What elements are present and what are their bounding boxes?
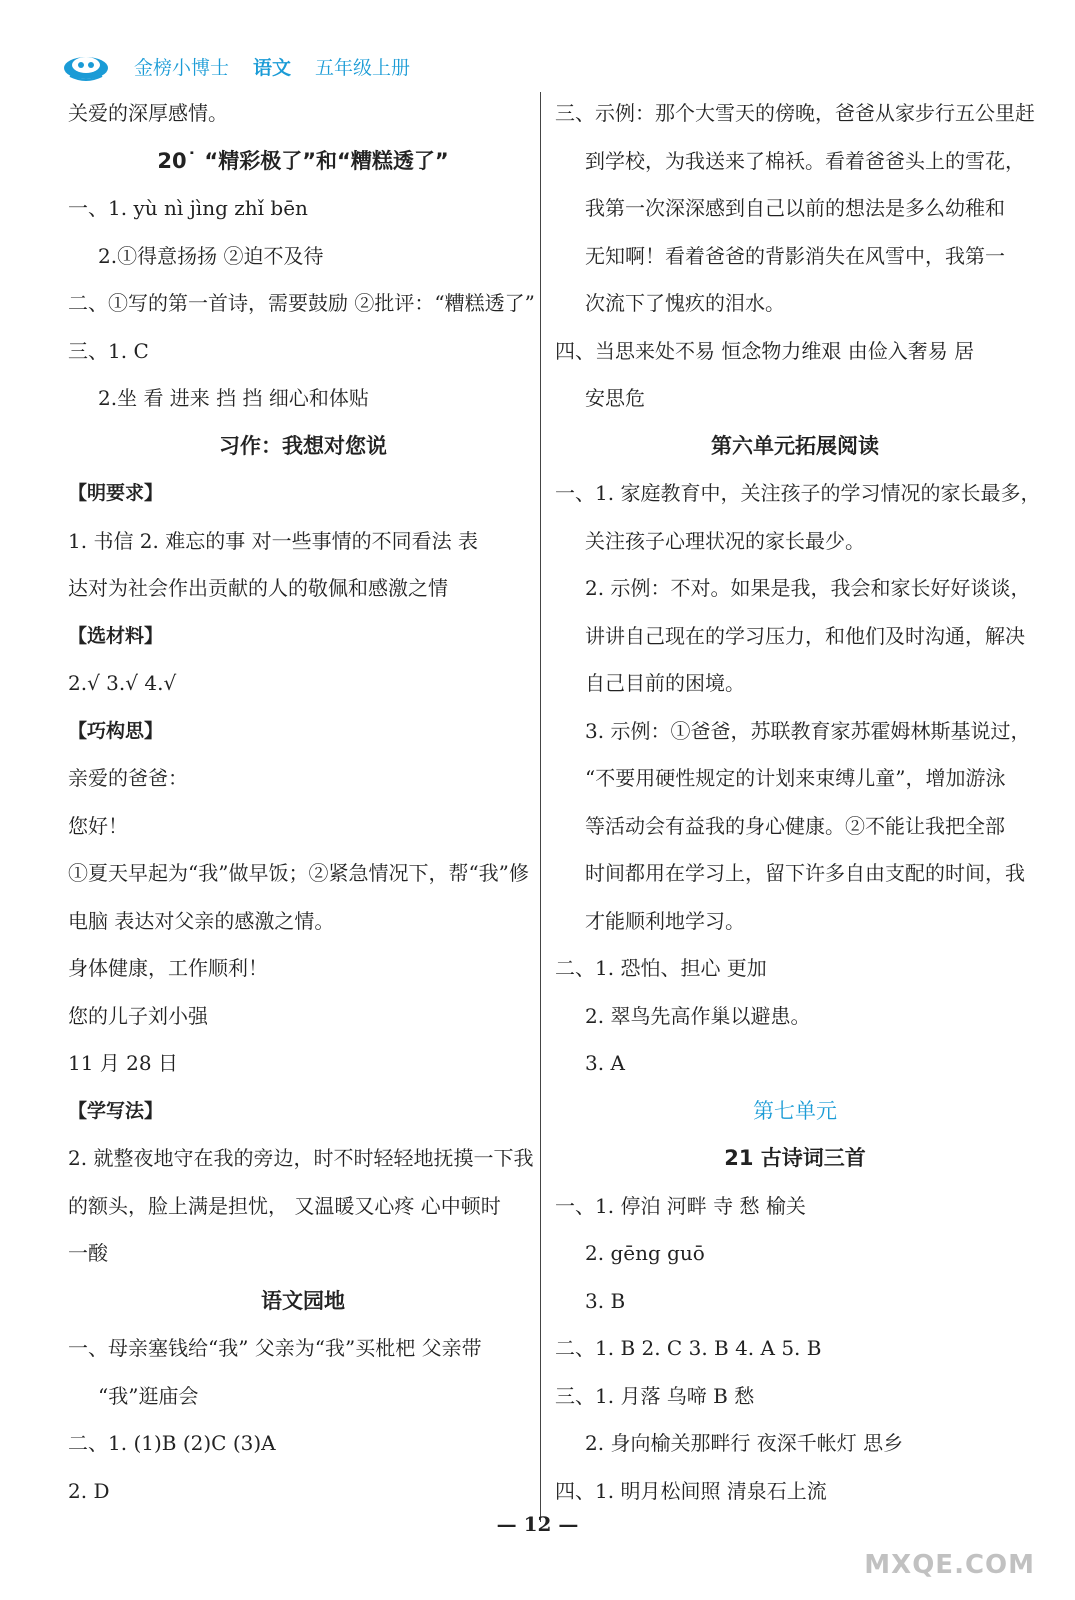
answer-line: 自己目前的困境。	[585, 671, 745, 695]
answer-line: 二、1. (1)B (2)C (3)A	[68, 1431, 276, 1455]
page-number: — 12 —	[496, 1512, 579, 1536]
answer-line: 关爱的深厚感情。	[68, 101, 228, 125]
section-title: 语文园地	[261, 1288, 345, 1313]
section-title: 20˙ “精彩极了”和“糟糕透了”	[157, 148, 449, 173]
answer-line: 2. gēng guō	[585, 1241, 705, 1265]
answer-line: 关注孩子心理状况的家长最少。	[585, 528, 865, 553]
page-header	[60, 48, 434, 84]
answer-line: ①夏天早起为“我”做早饭；②紧急情况下，帮“我”修	[68, 861, 529, 885]
answer-line: 安思危	[585, 386, 645, 410]
answer-line: 2.坐 看 进来 挡 挡 细心和体贴	[98, 386, 369, 410]
subject-name: 语文	[253, 56, 292, 79]
answer-line: 一酸	[68, 1241, 108, 1265]
answer-line: 3. B	[585, 1288, 626, 1313]
answer-line: 四、1. 明月松间照 清泉石上流	[555, 1478, 827, 1503]
answer-line: 身体健康，工作顺利！	[68, 956, 268, 980]
answer-line: 2. 就整夜地守在我的旁边，时不时轻轻地抚摸一下我	[68, 1146, 534, 1170]
section-title: 第六单元拓展阅读	[711, 433, 879, 458]
answer-line: 2. 身向榆关那畔行 夜深千帐灯 思乡	[585, 1431, 904, 1455]
answer-line: 2. 翠鸟先高作巢以避患。	[585, 1003, 811, 1028]
answer-line: 一、1. yù nì jìng zhǐ bēn	[68, 196, 308, 220]
answer-line: 等活动会有益我的身心健康。②不能让我把全部	[585, 813, 1005, 838]
answer-line: 到学校，为我送来了棉袄。看着爸爸头上的雪花，	[585, 148, 1025, 173]
answer-line: 3. 示例：①爸爸，苏联教育家苏霍姆林斯基说过，	[585, 718, 1031, 743]
answer-line: 二、1. B 2. C 3. B 4. A 5. B	[555, 1336, 822, 1360]
answer-line: 2. 示例：不对。如果是我，我会和家长好好谈谈，	[585, 576, 1031, 600]
answer-line: “我”逛庙会	[98, 1383, 199, 1408]
column-divider	[540, 92, 541, 1522]
brand-name: 金榜小博士	[134, 56, 230, 79]
section-title: 21 古诗词三首	[724, 1146, 866, 1170]
answer-line: 三、1. 月落 乌啼 B 愁	[555, 1383, 755, 1408]
section-tag: 【学写法】	[68, 1099, 164, 1122]
answer-line: 三、1. C	[68, 338, 149, 363]
answer-line: 1. 书信 2. 难忘的事 对一些事情的不同看法 表	[68, 528, 478, 553]
answer-line: 电脑 表达对父亲的感激之情。	[68, 908, 335, 933]
grade-label: 五年级上册	[315, 56, 411, 79]
section-tag: 【选材料】	[68, 624, 164, 647]
answer-line: 您好！	[68, 813, 128, 838]
answer-line: 11 月 28 日	[68, 1051, 178, 1075]
answer-line: 3. A	[585, 1051, 625, 1075]
left-column	[68, 90, 538, 1515]
answer-line: 二、①写的第一首诗，需要鼓励 ②批评：“糟糕透了”	[68, 291, 535, 315]
answer-line: 一、母亲塞钱给“我” 父亲为“我”买枇杷 父亲带	[68, 1336, 482, 1360]
answer-line: 一、1. 停泊 河畔 寺 愁 榆关	[555, 1193, 806, 1218]
logo-icon	[60, 50, 112, 82]
answer-line: 2. D	[68, 1478, 110, 1503]
answer-line: “不要用硬性规定的计划来束缚儿童”，增加游泳	[585, 766, 1006, 790]
answer-line: 二、1. 恐怕、担心 更加	[555, 956, 767, 980]
answer-line: 四、当思来处不易 恒念物力维艰 由俭入奢易 居	[555, 338, 975, 363]
answer-line: 无知啊！看着爸爸的背影消失在风雪中，我第一	[585, 243, 1005, 268]
answer-line: 讲讲自己现在的学习压力，和他们及时沟通，解决	[585, 623, 1025, 648]
section-tag: 【巧构思】	[68, 719, 164, 742]
answer-line: 才能顺利地学习。	[585, 908, 745, 933]
section-title: 习作：我想对您说	[219, 433, 387, 458]
answer-line: 亲爱的爸爸：	[68, 766, 188, 790]
answer-line: 达对为社会作出贡献的人的敬佩和感激之情	[68, 576, 448, 600]
answer-line: 我第一次深深感到自己以前的想法是多么幼稚和	[585, 196, 1005, 220]
answer-line: 2.①得意扬扬 ②迫不及待	[98, 243, 324, 268]
answer-line: 的额头，脸上满是担忧， 又温暖又心疼 心中顿时	[68, 1193, 501, 1218]
answer-line: 次流下了愧疚的泪水。	[585, 291, 785, 315]
section-tag: 【明要求】	[68, 482, 164, 504]
answer-line: 三、示例：那个大雪天的傍晚，爸爸从家步行五公里赶	[555, 101, 1035, 125]
answer-line: 一、1. 家庭教育中，关注孩子的学习情况的家长最多，	[555, 481, 1041, 505]
answer-line: 您的儿子刘小强	[68, 1003, 208, 1028]
watermark: MXQE.COM	[864, 1550, 1035, 1580]
answer-line: 时间都用在学习上，留下许多自由支配的时间，我	[585, 861, 1025, 885]
unit-title: 第七单元	[753, 1098, 837, 1123]
right-column	[555, 90, 1041, 1515]
answer-line: 2.√ 3.√ 4.√	[68, 671, 177, 695]
